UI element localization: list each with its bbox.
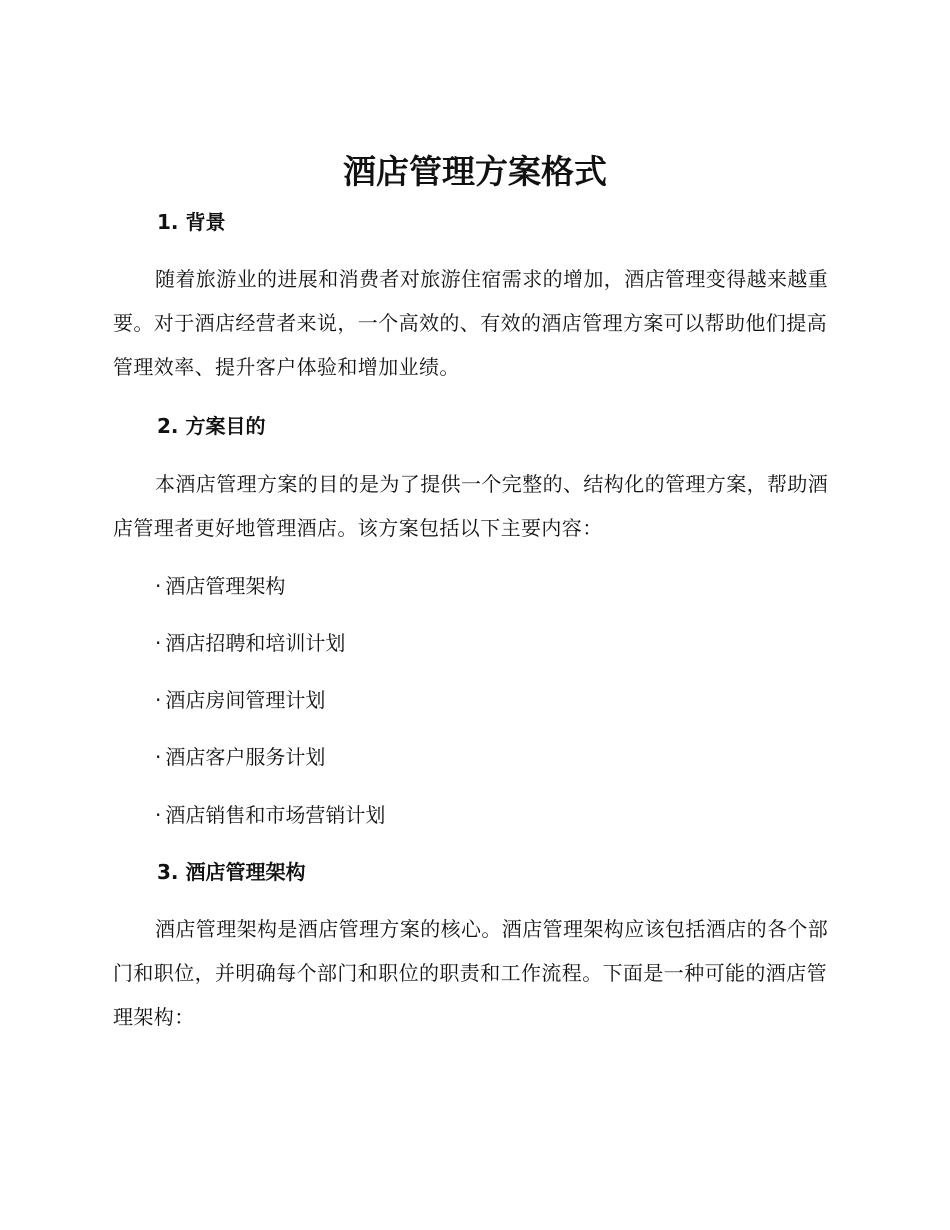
- bullet-marker: ·: [155, 803, 162, 827]
- list-item: [155, 572, 285, 600]
- list-item-text: 酒店管理架构: [165, 574, 286, 598]
- list-item-text: 酒店招聘和培训计划: [165, 631, 346, 655]
- architecture-paragraph: 酒店管理架构是酒店管理方案的核心。酒店管理架构应该包括酒店的各个部门和职位，并明确每个部门和职位的职责和工作流程。下面是一种可能的酒店管理架构：: [113, 917, 829, 1029]
- list-item: [155, 801, 385, 829]
- list-item-text: 酒店客户服务计划: [165, 745, 326, 769]
- bullet-marker: ·: [155, 745, 162, 769]
- bullet-marker: ·: [155, 688, 162, 712]
- section-heading-purpose: 2. 方案目的: [157, 414, 266, 438]
- list-item: [155, 686, 325, 714]
- purpose-paragraph: 本酒店管理方案的目的是为了提供一个完整的、结构化的管理方案，帮助酒店管理者更好地管理酒店。该方案包括以下主要内容：: [113, 472, 829, 540]
- bullet-marker: ·: [155, 574, 162, 598]
- page-title: 酒店管理方案格式: [343, 152, 607, 191]
- list-item: [155, 629, 345, 657]
- list-item-text: 酒店房间管理计划: [165, 688, 326, 712]
- list-item: [155, 743, 325, 771]
- list-item-text: 酒店销售和市场营销计划: [165, 803, 386, 827]
- section-heading-background: 1. 背景: [157, 210, 226, 234]
- section-heading-architecture: 3. 酒店管理架构: [157, 860, 306, 884]
- background-paragraph: 随着旅游业的进展和消费者对旅游住宿需求的增加，酒店管理变得越来越重要。对于酒店经营者来说，一个高效的、有效的酒店管理方案可以帮助他们提高管理效率、提升客户体验和增加业绩。: [113, 267, 829, 379]
- bullet-marker: ·: [155, 631, 162, 655]
